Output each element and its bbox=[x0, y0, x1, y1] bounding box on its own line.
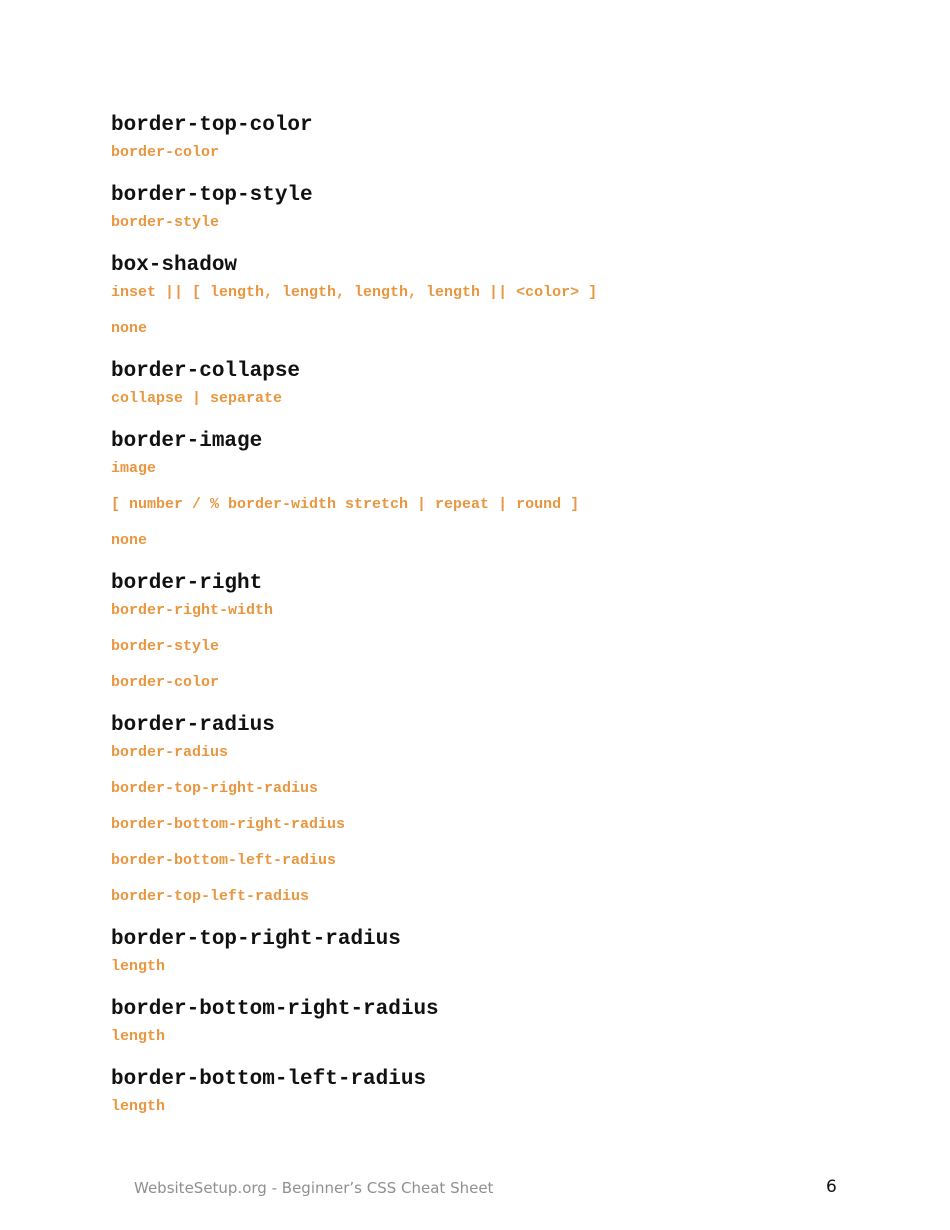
property-values bbox=[111, 1098, 871, 1116]
property-entry bbox=[111, 428, 871, 550]
property-value: collapse | separate bbox=[111, 390, 283, 407]
property-entry bbox=[111, 996, 871, 1046]
property-entry bbox=[111, 252, 871, 338]
property-entry bbox=[111, 182, 871, 232]
property-value: length bbox=[111, 958, 166, 975]
property-name: border-top-style bbox=[111, 184, 313, 207]
property-value: border-bottom-right-radius bbox=[111, 816, 346, 833]
property-values bbox=[111, 390, 871, 408]
property-value: border-top-left-radius bbox=[111, 888, 310, 905]
property-value: none bbox=[111, 320, 148, 337]
cheat-sheet-content bbox=[111, 112, 871, 1116]
property-entry bbox=[111, 1066, 871, 1116]
property-name: border-top-right-radius bbox=[111, 928, 401, 951]
property-value: [ number / % border-width stretch | repeat | round ] bbox=[111, 496, 580, 513]
property-entry bbox=[111, 570, 871, 692]
property-values bbox=[111, 460, 871, 550]
property-value: length bbox=[111, 1028, 166, 1045]
property-name: border-top-color bbox=[111, 114, 313, 137]
property-value: border-bottom-left-radius bbox=[111, 852, 337, 869]
property-name: border-radius bbox=[111, 714, 275, 737]
property-name: border-bottom-right-radius bbox=[111, 998, 439, 1021]
property-entry bbox=[111, 926, 871, 976]
property-name: box-shadow bbox=[111, 254, 238, 277]
property-values bbox=[111, 144, 871, 162]
property-value: image bbox=[111, 460, 157, 477]
property-value: border-top-right-radius bbox=[111, 780, 319, 797]
property-name: border-bottom-left-radius bbox=[111, 1068, 427, 1091]
property-value: border-radius bbox=[111, 744, 229, 761]
property-values bbox=[111, 284, 871, 338]
property-value: border-style bbox=[111, 214, 220, 231]
page-footer: WebsiteSetup.org - Beginner’s CSS Cheat Sheet bbox=[134, 1179, 494, 1197]
property-values bbox=[111, 214, 871, 232]
property-value: none bbox=[111, 532, 148, 549]
property-value: border-color bbox=[111, 144, 220, 161]
property-value: border-right-width bbox=[111, 602, 274, 619]
property-entry bbox=[111, 358, 871, 408]
property-name: border-collapse bbox=[111, 360, 301, 383]
property-values bbox=[111, 744, 871, 906]
property-value: inset || [ length, length, length, length || <color> ] bbox=[111, 284, 598, 301]
property-name: border-image bbox=[111, 430, 263, 453]
property-values bbox=[111, 1028, 871, 1046]
page-number: 6 bbox=[826, 1177, 837, 1197]
property-values bbox=[111, 602, 871, 692]
property-value: length bbox=[111, 1098, 166, 1115]
property-value: border-style bbox=[111, 638, 220, 655]
property-values bbox=[111, 958, 871, 976]
property-entry bbox=[111, 112, 871, 162]
property-entry bbox=[111, 712, 871, 906]
property-value: border-color bbox=[111, 674, 220, 691]
property-name: border-right bbox=[111, 572, 263, 595]
